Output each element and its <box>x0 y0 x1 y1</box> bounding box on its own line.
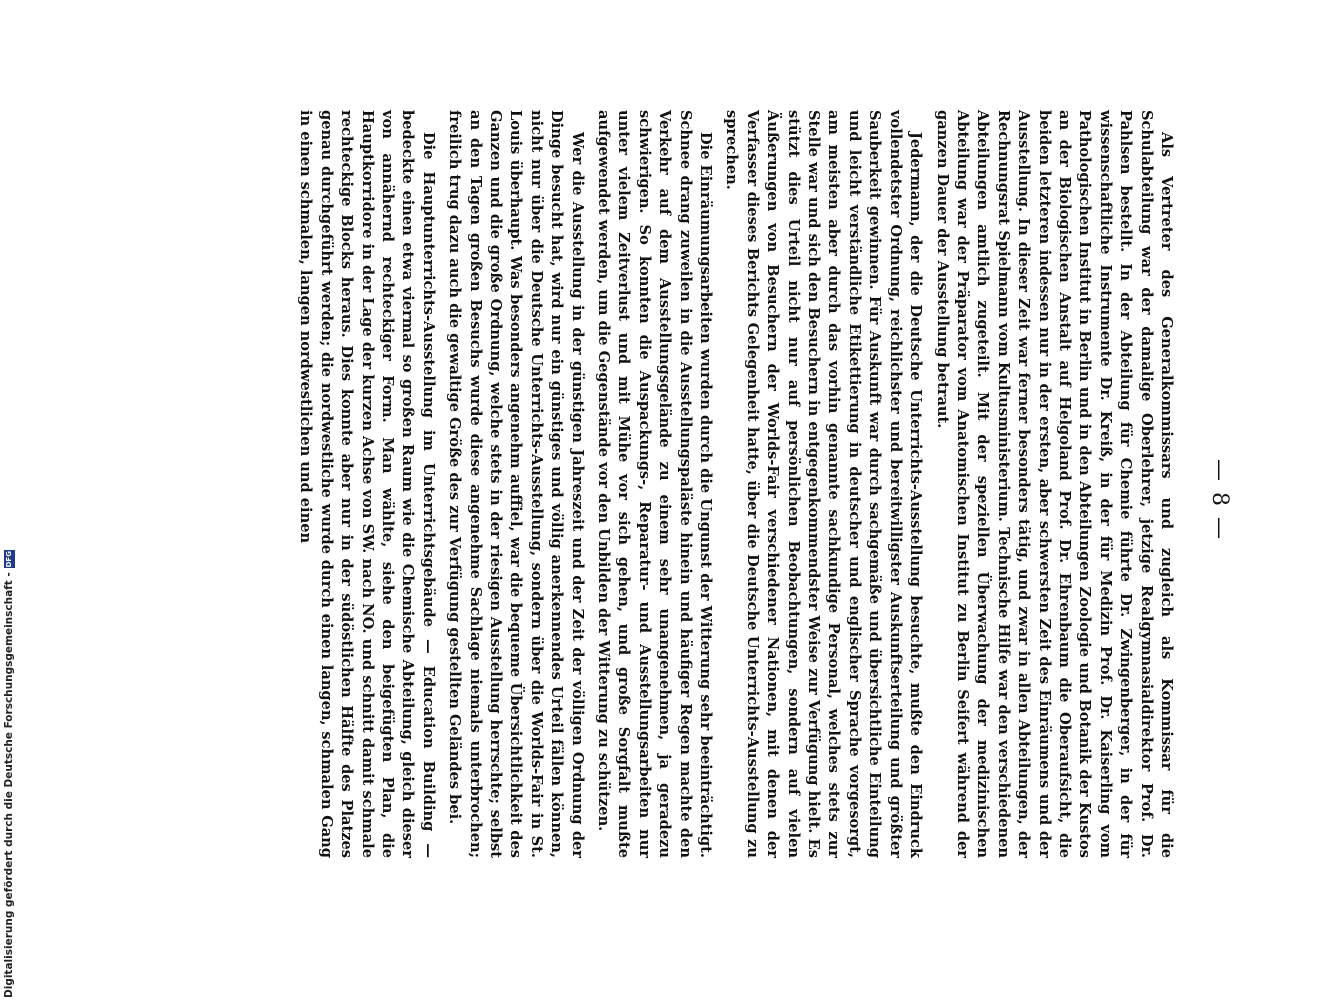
credit-text: Digitalisierung gefördert durch die Deutsche Forschungsgemeinschaft - <box>3 572 15 998</box>
paragraph: Wer die Ausstellung in der günstigen Jahreszeit und der Zeit der völligen Ordnung der Dinge besucht hat, wird nur ein günstiges und völlig anerkennendes Urteil fällen können, nicht nur über die Deutsche Unterrichts-Ausstellung, sondern über die Worlds-Fair in St. Louis überhaupt. Was besonders angenehm auffiel, war die bequeme Übersichtlichkeit des Ganzen und die große Ordnung, welche stets in der riesigen Ausstellung herrschte; selbst an den Tagen großen Besuchs wurde diese angenehme Sachlage niemals unterbrochen; freilich trug dazu auch die gewaltige Größe des zur Verfügung gestellten Geländes bei. <box>446 110 586 858</box>
paragraph: Als Vertreter des Generalkommissars und zugleich als Kommissar für die Schulabteilung war der damalige Oberlehrer, jetzige Realgymnasialdirektor Prof. Dr. Pahlsen bestellt. In der Abteilung für Chemie führte Dr. Zwingenberger, in der für wissenschaftliche Instrumente Dr. Kreiß, in der für Medizin Prof. Dr. Kaiserling vom Pathologischen Institut in Berlin und in den Abteilungen Zoologie und Botanik der Kustos an der Biologischen Anstalt auf Helgoland Prof. Dr. Ehrenbaum die Oberaufsicht, die beiden letzteren indessen nur in der ersten, aber schwersten Zeit des Einräumens und der Ausstellung. In dieser Zeit war ferner besonders tätig, und zwar in allen Abteilungen, der Rechnungsrat Spielmann vom Kultusministerium. Technische Hilfe war den verschiedenen Abteilungen amtlich zugeteilt. Mit der speziellen Überwachung der medizinischen Abteilung war der Präparator vom Anatomischen Institut zu Berlin Seifert während der ganzen Dauer der Ausstellung betraut. <box>933 110 1175 858</box>
paragraph: Jedermann, der die Deutsche Unterrichts-Ausstellung besuchte, mußte den Eindruck vollendetster Ordnung, reichlichster und bereitwilligster Auskunftserteilung und größter Sauberkeit gewinnen. Für Auskunft war durch sachgemäße und übersichtliche Einteilung und leicht verständliche Etikettierung in deutscher und englischer Sprache vorgesorgt, am meisten aber durch das vorhin genannte sachkundige Personal, welches stets zur Stelle war und sich den Besuchern in entgegenkommendster Weise zur Verfügung hielt. Es stützt dies Urteil nicht nur auf persönlichen Beobachtungen, sondern auf vielen Äußerungen von Besuchern der Worlds-Fair verschiedener Nationen, mit denen der Verfasser dieses Berichts Gelegenheit hatte, über die Deutsche Unterrichts-Ausstellung zu sprechen. <box>723 110 925 858</box>
dfg-logo-icon: DFG <box>4 551 13 568</box>
page-number: — 8 — <box>1207 459 1232 541</box>
digitization-credit <box>3 550 15 998</box>
paragraph: Die Einräumungsarbeiten wurden durch die Ungunst der Witterung sehr beeinträchtigt. Schnee drang zuweilen in die Ausstellungspaläste hinein und häufiger Regen machte den Verkehr auf dem Ausstellungsgelände zu einem sehr unangenehmen, ja geradezu schwierigen. So konnten die Auspackungs-, Reparatur- und Ausstellungsarbeiten nur unter vielem Zeitverlust und mit Mühe vor sich gehen, und große Sorgfalt mußte aufgewendet werden, um die Gegenstände vor den Unbilden der Witterung zu schützen. <box>595 110 715 858</box>
body-text <box>292 110 1176 858</box>
paragraph: Die Hauptunterrichts-Ausstellung im Unterrichtsgebäude — Education Building — bedeckte einen etwa viermal so großen Raum wie die Chemische Abteilung, gleich dieser von annähernd rechteckiger Form. Man wählte, siehe den beigefügten Plan, die Hauptkorridore in der Lage der kurzen Achse von SW. nach NO. und schnitt damit schmale rechteckige Blocks heraus. Dies konnte aber nur in der südöstlichen Hälfte des Platzes genau durchgeführt werden; die nordwestliche wurde durch einen langen, schmalen Gang in einen schmalen, langen nordwestlichen und einen <box>297 110 437 858</box>
